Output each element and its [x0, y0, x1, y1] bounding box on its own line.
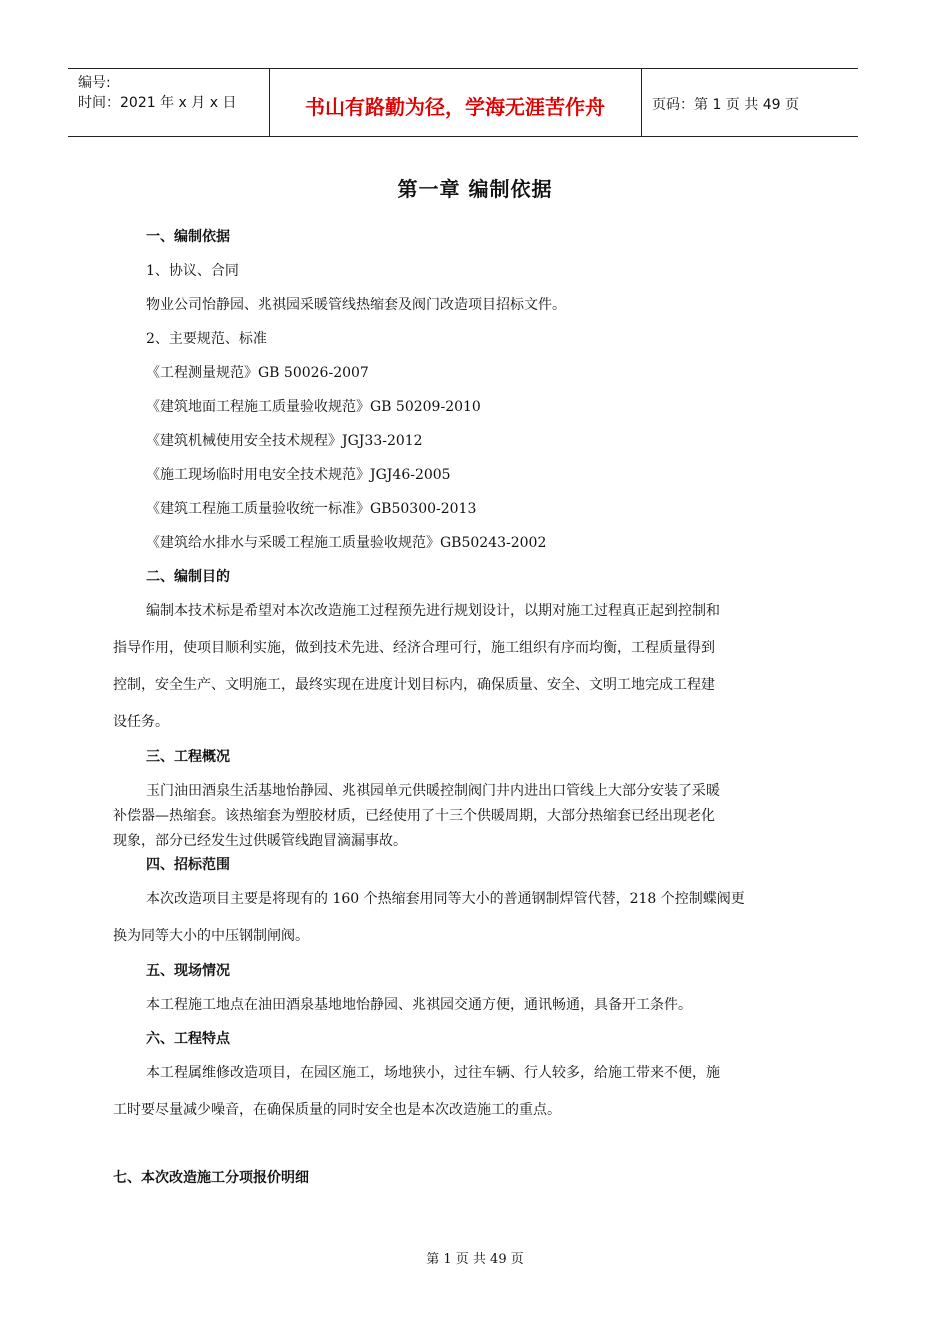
section-heading: 一、编制依据 [146, 229, 230, 245]
section-heading: 六、工程特点 [146, 1031, 230, 1047]
paragraph-line: 设任务。 [113, 714, 169, 730]
section-heading: 七、本次改造施工分项报价明细 [113, 1170, 309, 1186]
paragraph-line: 控制，安全生产、文明施工，最终实现在进度计划目标内，确保质量、安全、文明工地完成工程建 [113, 677, 715, 693]
section-heading: 三、工程概况 [146, 749, 230, 765]
standard-item: 《施工现场临时用电安全技术规范》JGJ46-2005 [146, 467, 451, 483]
paragraph: 本工程施工地点在油田酒泉基地地怡静园、兆祺园交通方便，通讯畅通，具备开工条件。 [146, 997, 692, 1013]
header-divider [641, 69, 642, 136]
paragraph-line: 编制本技术标是希望对本次改造施工过程预先进行规划设计，以期对施工过程真正起到控制和 [146, 603, 720, 619]
header-motto: 书山有路勤为径，学海无涯苦作舟 [305, 95, 605, 119]
subsection-label: 1、协议、合同 [146, 263, 239, 279]
header-meta [78, 73, 236, 113]
paragraph-line: 指导作用，使项目顺利实施，做到技术先进、经济合理可行，施工组织有序而均衡，工程质量得到 [113, 640, 715, 656]
number-label: 编号: [78, 75, 111, 91]
paragraph: 物业公司怡静园、兆祺园采暖管线热缩套及阀门改造项目招标文件。 [146, 297, 566, 313]
section-heading: 四、招标范围 [146, 857, 230, 873]
subsection-label: 2、主要规范、标准 [146, 331, 267, 347]
paragraph-line: 现象，部分已经发生过供暖管线跑冒滴漏事故。 [113, 833, 407, 849]
standard-item: 《建筑机械使用安全技术规程》JGJ33-2012 [146, 433, 423, 449]
standard-item: 《建筑给水排水与采暖工程施工质量验收规范》GB50243-2002 [146, 535, 547, 551]
chapter-title: 第一章 编制依据 [397, 177, 553, 201]
time-label: 时间：2021 年 x 月 x 日 [78, 95, 237, 111]
standard-item: 《工程测量规范》GB 50026-2007 [146, 365, 369, 381]
standard-item: 《建筑地面工程施工质量验收规范》GB 50209-2010 [146, 399, 481, 415]
section-heading: 二、编制目的 [146, 569, 230, 585]
header-page-info: 页码：第 1 页 共 49 页 [652, 97, 799, 113]
section-heading: 五、现场情况 [146, 963, 230, 979]
page-header [68, 68, 858, 137]
standard-item: 《建筑工程施工质量验收统一标准》GB50300-2013 [146, 501, 477, 517]
paragraph-line: 补偿器—热缩套。该热缩套为塑胶材质，已经使用了十三个供暖周期，大部分热缩套已经出现老化 [113, 808, 715, 824]
paragraph-line: 本次改造项目主要是将现有的 160 个热缩套用同等大小的普通钢制焊管代替，218 个控制蝶阀更 [146, 891, 745, 907]
paragraph-line: 本工程属维修改造项目，在园区施工，场地狭小，过往车辆、行人较多，给施工带来不便，施 [146, 1065, 720, 1081]
paragraph-line: 工时要尽量减少噪音，在确保质量的同时安全也是本次改造施工的重点。 [113, 1102, 561, 1118]
paragraph-line: 玉门油田酒泉生活基地怡静园、兆祺园单元供暖控制阀门井内进出口管线上大部分安装了采暖 [146, 783, 720, 799]
paragraph-line: 换为同等大小的中压钢制闸阀。 [113, 928, 309, 944]
page-footer: 第 1 页 共 49 页 [426, 1252, 524, 1267]
